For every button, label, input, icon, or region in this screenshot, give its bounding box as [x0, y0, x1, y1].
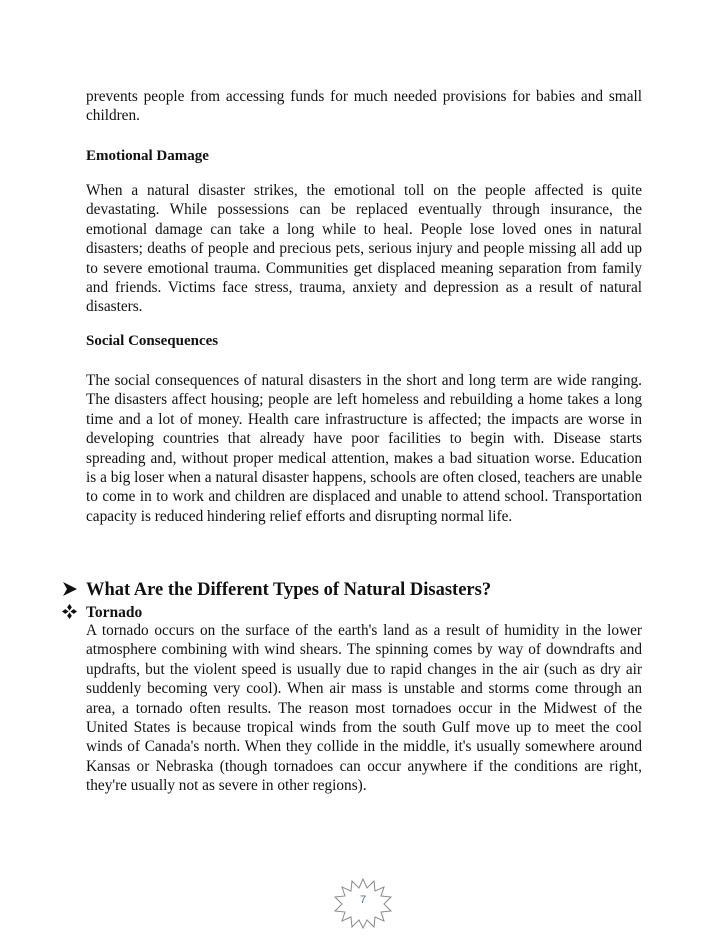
heading-social-consequences: Social Consequences — [86, 333, 219, 349]
four-diamond-bullet-icon — [62, 603, 86, 622]
heading-tornado-text: Tornado — [86, 604, 143, 621]
paragraph-emotional-damage: When a natural disaster strikes, the emotional toll on the people affected is quite devastating. While possessions can be replaced eventually through insurance, the emotional damage can take a long while to heal. People lose loved ones in natural disasters; deaths of people and precious pets, serious injury and people missing all add up to severe emotional trauma. Communities get displaced meaning separation from family and friends. Victims face stress, trauma, anxiety and depression as a result of natural disasters. — [86, 182, 642, 316]
heading-disaster-types — [62, 579, 491, 601]
page-number: 7 — [359, 894, 367, 906]
paragraph-social-consequences: The social consequences of natural disasters in the short and long term are wide ranging. The disasters affect housing; people are left homeless and rebuilding a home takes a long time and a lot of money. Health care infrastructure is affected; the impacts are worse in developing countries that already have poor facilities to begin with. Disease starts spreading and, without proper medical attention, makes a bad situation worse. Education is a big loser when a natural disaster happens, schools are often closed, teachers are unable to come in to work and children are displaced and unable to attend school. Transportation capacity is reduced hindering relief efforts and disrupting normal life. — [86, 372, 642, 525]
heading-tornado — [62, 603, 142, 622]
heading-emotional-damage: Emotional Damage — [86, 148, 209, 164]
page-number-badge — [333, 877, 393, 929]
paragraph-tornado: A tornado occurs on the surface of the earth's land as a result of humidity in the lower atmosphere combining with wind shears. The spinning comes by way of downdrafts and updrafts, but the violent speed is usually due to rapid changes in the air (such as dry air suddenly becoming very cool). When air mass is unstable and storms come through an area, a tornado often results. The reason most tornadoes occur in the Midwest of the United States is because tropical winds from the south Gulf move up to meet the cool winds of Canada's north. When they collide in the middle, it's usually somewhere around Kansas or Nebraska (though tornadoes can occur anywhere if the conditions are right, they're usually not as severe in other regions). — [86, 622, 642, 795]
arrowhead-bullet-icon — [62, 579, 86, 601]
heading-disaster-types-text: What Are the Different Types of Natural Disasters? — [86, 580, 492, 600]
paragraph-intro-continuation: prevents people from accessing funds for much needed provisions for babies and small children. — [86, 88, 642, 125]
